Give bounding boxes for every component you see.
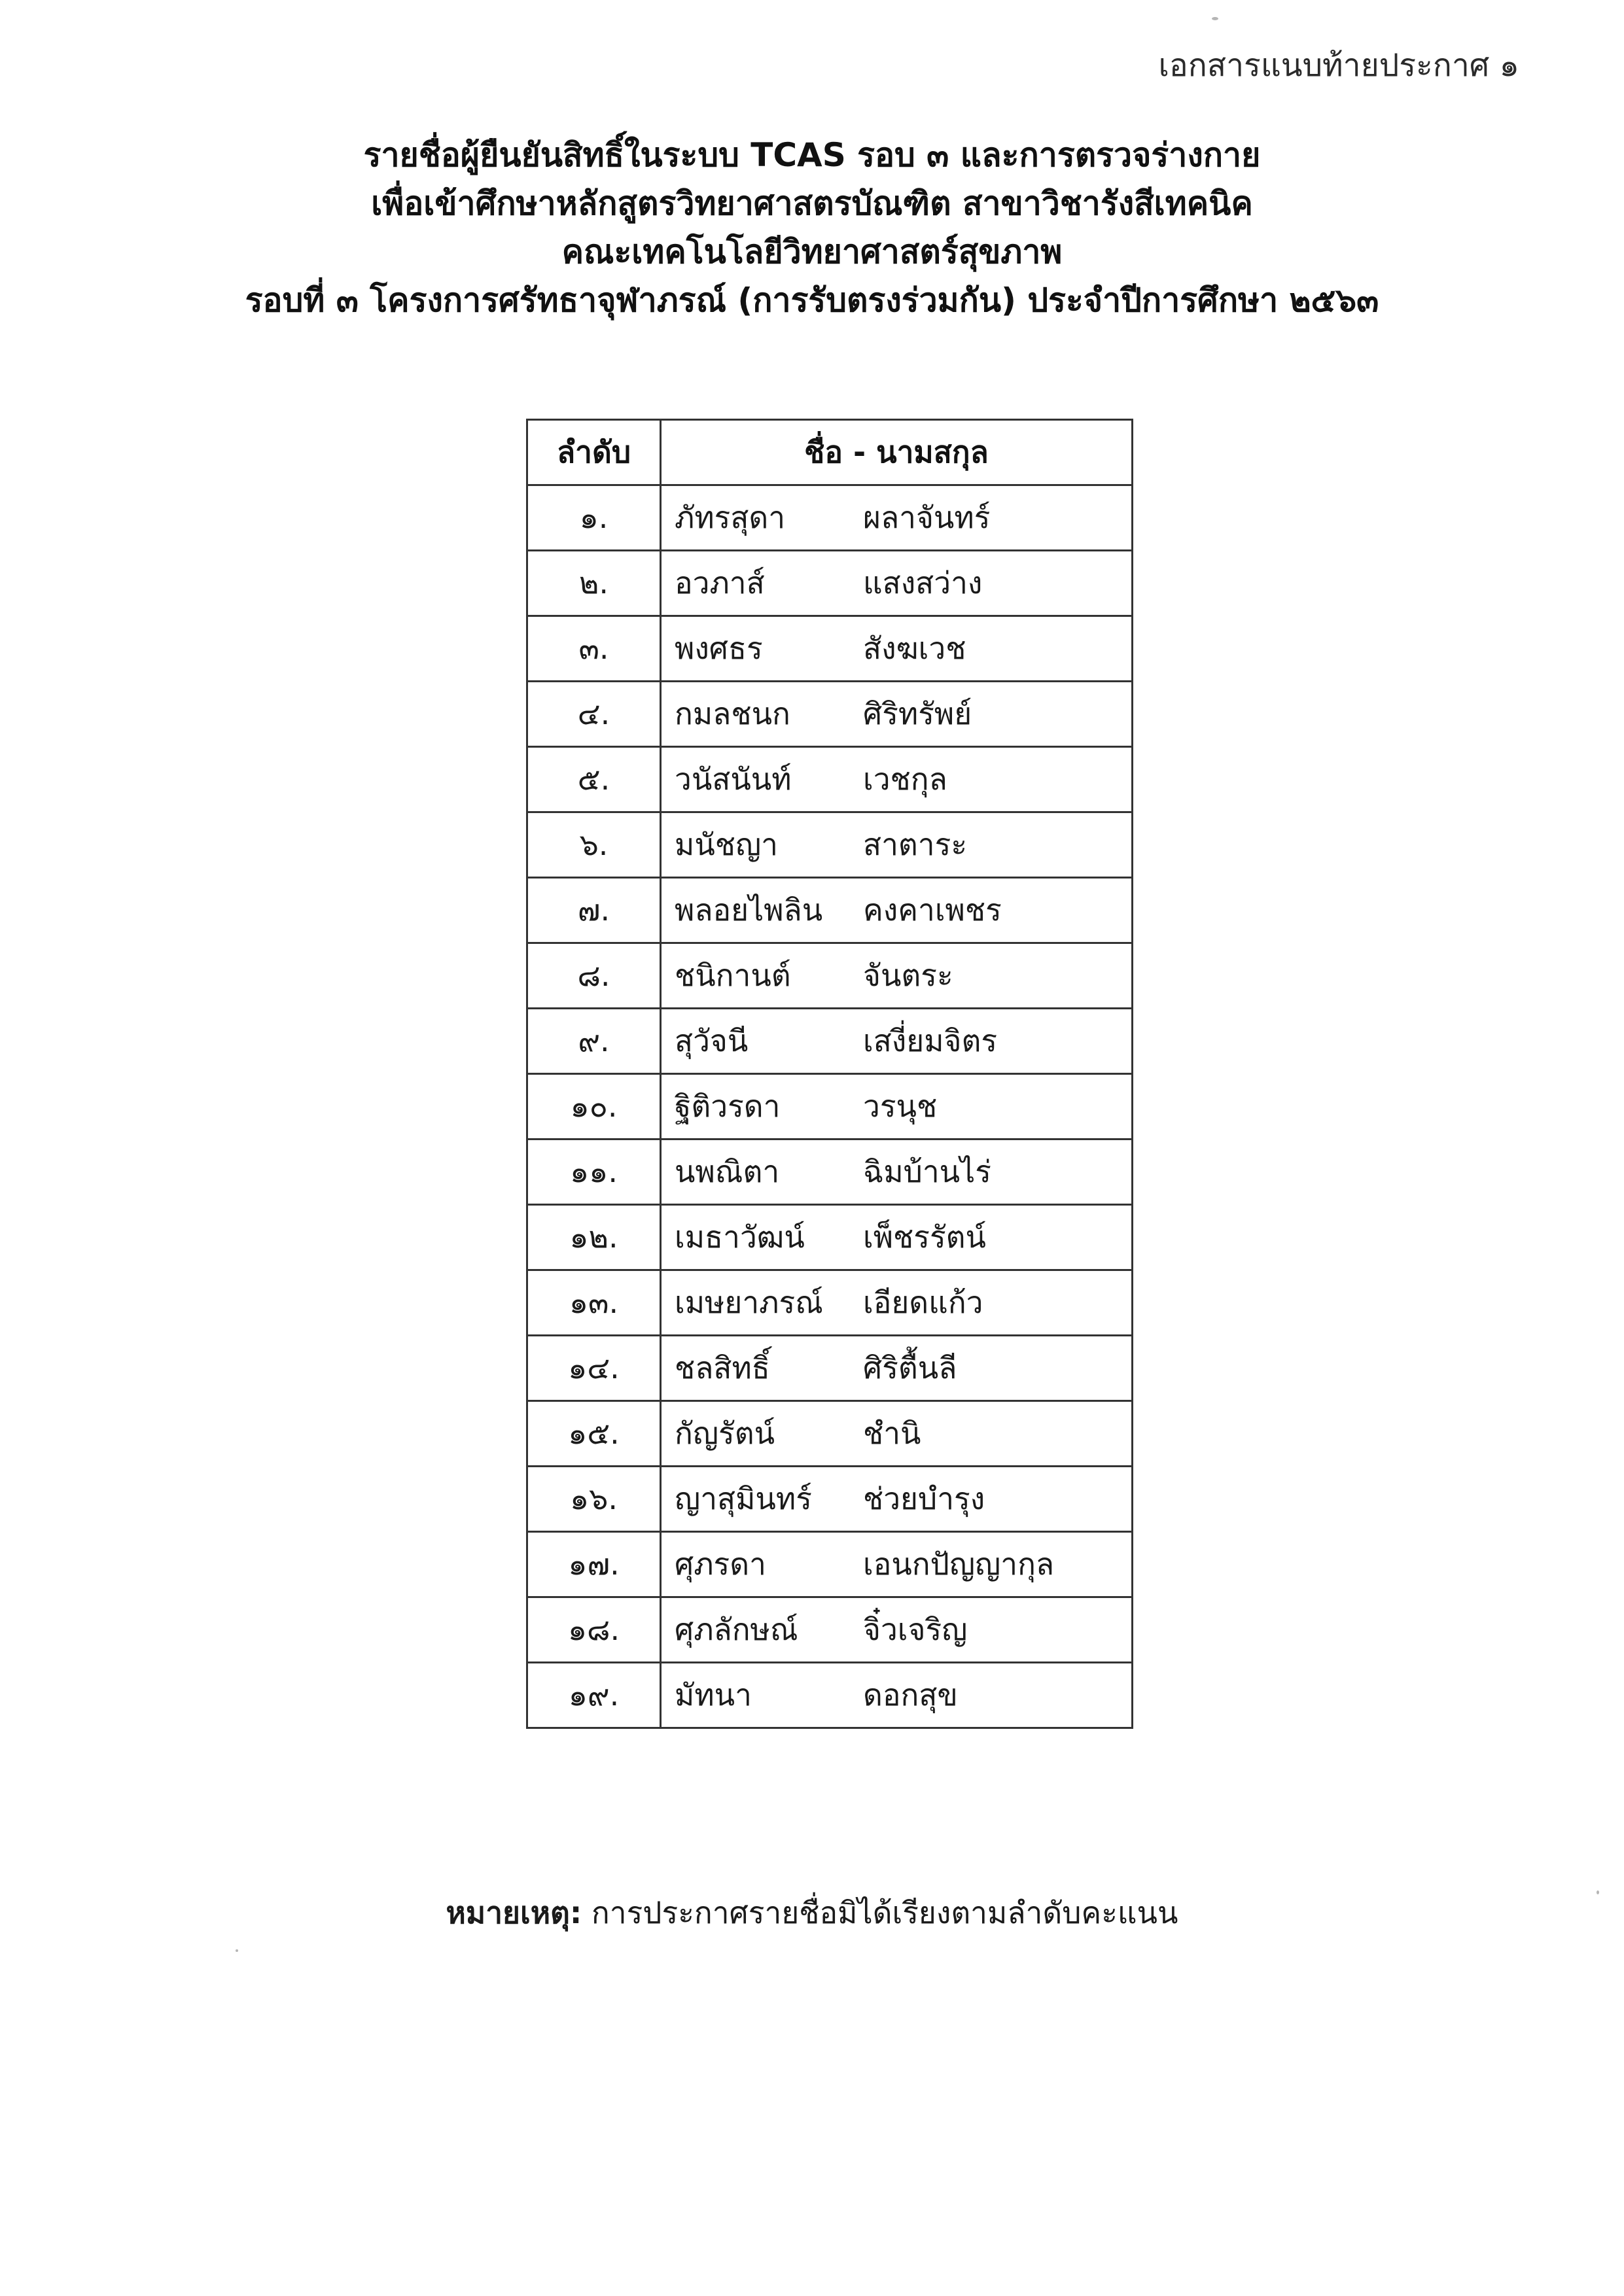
row-fullname — [661, 1336, 1133, 1401]
table-row — [527, 1401, 1133, 1467]
row-order-number: ๑๕. — [527, 1401, 661, 1467]
name-wrapper — [662, 886, 1131, 934]
last-name: เอนกปัญญากุล — [863, 1546, 1055, 1582]
footnote-label: หมายเหตุ: — [446, 1895, 582, 1930]
name-wrapper — [662, 1671, 1131, 1719]
last-name: ฉิมบ้านไร่ — [863, 1154, 991, 1189]
scan-speck — [236, 1949, 238, 1952]
row-order-number: ๑๒. — [527, 1205, 661, 1270]
row-order-number: ๑๓. — [527, 1270, 661, 1336]
row-fullname — [661, 1663, 1133, 1728]
name-wrapper — [662, 1344, 1131, 1392]
row-fullname — [661, 1205, 1133, 1270]
first-name: ศุภลักษณ์ — [675, 1612, 798, 1647]
last-name: เสงี่ยมจิตร — [863, 1023, 998, 1058]
footnote-text: การประกาศรายชื่อมิได้เรียงตามลำดับคะแนน — [582, 1895, 1178, 1930]
name-wrapper — [662, 1148, 1131, 1196]
name-wrapper — [662, 1083, 1131, 1130]
row-order-number: ๑. — [527, 485, 661, 551]
name-wrapper — [662, 1540, 1131, 1588]
first-name: พงศธร — [675, 631, 763, 666]
row-order-number: ๑๗. — [527, 1532, 661, 1597]
first-name: ชนิกานต์ — [675, 958, 791, 993]
row-fullname — [661, 1009, 1133, 1074]
last-name: ผลาจันทร์ — [863, 500, 991, 535]
row-fullname — [661, 1074, 1133, 1139]
row-fullname — [661, 1467, 1133, 1532]
row-fullname — [661, 682, 1133, 747]
name-wrapper — [662, 952, 1131, 1000]
table-row — [527, 878, 1133, 943]
row-fullname — [661, 1270, 1133, 1336]
name-wrapper — [662, 756, 1131, 803]
row-order-number: ๓. — [527, 616, 661, 682]
name-wrapper — [662, 625, 1131, 672]
scan-speck — [1597, 1890, 1599, 1894]
row-fullname — [661, 812, 1133, 878]
name-wrapper — [662, 559, 1131, 607]
row-order-number: ๘. — [527, 943, 661, 1009]
first-name: มัทนา — [675, 1677, 752, 1713]
heading-line-3: คณะเทคโนโลยีวิทยาศาสตร์สุขภาพ — [561, 233, 1063, 271]
table-row — [527, 1009, 1133, 1074]
first-name: ศุภรดา — [675, 1546, 766, 1582]
name-wrapper — [662, 821, 1131, 869]
last-name: เพ็ชรรัตน์ — [863, 1219, 986, 1255]
last-name: วรนุช — [863, 1088, 938, 1124]
table-row — [527, 1467, 1133, 1532]
first-name: นพณิตา — [675, 1154, 780, 1189]
table-row — [527, 812, 1133, 878]
row-fullname — [661, 747, 1133, 812]
first-name: ฐิติวรดา — [675, 1088, 781, 1124]
first-name: ญาสุมินทร์ — [675, 1481, 812, 1516]
table-row — [527, 1205, 1133, 1270]
table-row — [527, 1336, 1133, 1401]
table-row — [527, 1663, 1133, 1728]
table-row — [527, 616, 1133, 682]
table-row — [527, 1532, 1133, 1597]
row-order-number: ๑๖. — [527, 1467, 661, 1532]
row-fullname — [661, 616, 1133, 682]
row-fullname — [661, 1401, 1133, 1467]
last-name: แสงสว่าง — [863, 565, 983, 600]
row-order-number: ๑๔. — [527, 1336, 661, 1401]
last-name: เอียดแก้ว — [863, 1285, 983, 1320]
document-heading — [0, 131, 1624, 324]
first-name: วนัสนันท์ — [675, 761, 792, 797]
last-name: จิ๋วเจริญ — [863, 1612, 968, 1647]
row-order-number: ๔. — [527, 682, 661, 747]
table-row — [527, 485, 1133, 551]
table-row — [527, 1074, 1133, 1139]
table-row — [527, 747, 1133, 812]
row-order-number: ๖. — [527, 812, 661, 878]
row-order-number: ๙. — [527, 1009, 661, 1074]
last-name: ศิริทรัพย์ — [863, 696, 972, 731]
row-fullname — [661, 878, 1133, 943]
table-row — [527, 682, 1133, 747]
first-name: กมลชนก — [675, 696, 790, 731]
row-order-number: ๑๐. — [527, 1074, 661, 1139]
last-name: จันตระ — [863, 958, 953, 993]
row-order-number: ๕. — [527, 747, 661, 812]
table-body — [527, 485, 1133, 1728]
first-name: เมษยาภรณ์ — [675, 1285, 823, 1320]
first-name: ภัทรสุดา — [675, 500, 786, 535]
first-name: มนัชญา — [675, 827, 779, 862]
first-name: กัญรัตน์ — [675, 1416, 775, 1451]
row-fullname — [661, 943, 1133, 1009]
last-name: สังฆเวช — [863, 631, 966, 666]
table-row — [527, 1597, 1133, 1663]
last-name: เวชกุล — [863, 761, 947, 797]
last-name: ศิริตื้นลี — [863, 1350, 957, 1385]
name-wrapper — [662, 1017, 1131, 1065]
last-name: คงคาเพชร — [863, 892, 1002, 928]
first-name: พลอยไพลิน — [675, 892, 823, 928]
name-wrapper — [662, 1606, 1131, 1654]
row-fullname — [661, 1532, 1133, 1597]
scan-speck — [1212, 17, 1218, 20]
name-wrapper — [662, 1410, 1131, 1457]
table-row — [527, 551, 1133, 616]
heading-line-1: รายชื่อผู้ยืนยันสิทธิ์ในระบบ TCAS รอบ ๓ และการตรวจร่างกาย — [363, 136, 1261, 174]
first-name: เมธาวัฒน์ — [675, 1219, 805, 1255]
table-header-row — [527, 420, 1133, 485]
row-order-number: ๗. — [527, 878, 661, 943]
row-fullname — [661, 1597, 1133, 1663]
name-wrapper — [662, 690, 1131, 738]
first-name: สุวัจนี — [675, 1023, 749, 1058]
name-wrapper — [662, 1279, 1131, 1327]
name-wrapper — [662, 1213, 1131, 1261]
table-row — [527, 1270, 1133, 1336]
first-name: ชลสิทธิ์ — [675, 1350, 770, 1385]
table-row — [527, 1139, 1133, 1205]
first-name: อวภาส์ — [675, 565, 765, 600]
row-fullname — [661, 551, 1133, 616]
table-row — [527, 943, 1133, 1009]
applicant-table — [526, 419, 1133, 1729]
last-name: ดอกสุข — [863, 1677, 958, 1713]
header-order: ลำดับ — [527, 420, 661, 485]
row-order-number: ๑๘. — [527, 1597, 661, 1663]
last-name: ช่วยบำรุง — [863, 1481, 985, 1516]
document-reference: เอกสารแนบท้ายประกาศ ๑ — [1158, 47, 1519, 84]
row-order-number: ๒. — [527, 551, 661, 616]
heading-line-4: รอบที่ ๓ โครงการศรัทธาจุฬาภรณ์ (การรับตรงร่วมกัน) ประจำปีการศึกษา ๒๕๖๓ — [245, 281, 1379, 319]
last-name: ชำนิ — [863, 1416, 921, 1451]
row-fullname — [661, 1139, 1133, 1205]
row-fullname — [661, 485, 1133, 551]
footnote — [0, 1889, 1624, 1937]
last-name: สาตาระ — [863, 827, 968, 862]
name-wrapper — [662, 1475, 1131, 1523]
heading-line-2: เพื่อเข้าศึกษาหลักสูตรวิทยาศาสตรบัณฑิต สาขาวิชารังสีเทคนิค — [371, 184, 1253, 222]
row-order-number: ๑๑. — [527, 1139, 661, 1205]
header-fullname: ชื่อ - นามสกุล — [661, 420, 1133, 485]
row-order-number: ๑๙. — [527, 1663, 661, 1728]
name-wrapper — [662, 494, 1131, 542]
